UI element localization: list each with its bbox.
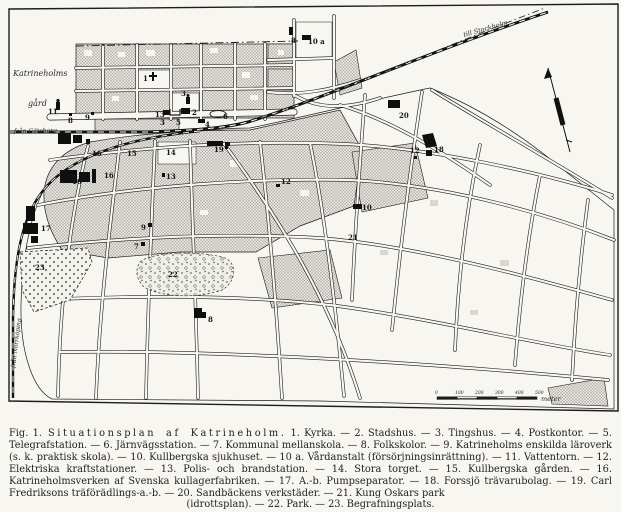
legend-text: 1. Kyrka. — 2. Stadshus. — 3. Tingshus. — 4. Postkontor. — 5. Telegrafstation. — 6. Järnvägsstation. — 7. Kommunal mellanskola. — 8. Folkskolor. — 9. Katrineholms enskilda läroverk (s. k. praktisk skola). — 10. Kullbergska sjukhuset. — 10 a. Vårdanstalt (försörjningsinrättning). — 11. Vattentorn. — 12. Elektriska kraftstationer. — 13. Polis- och brandstation. — 14. Stora torget. — 15. Kullbergska gården. — 16. Katrineholmsverken af Svenska kullagerfabriken. — 17. A.-b. Pumpseparator. — 18. Forssjö trävarubolag. — 19. Carl Fredriksons träförädlings-a.-b. — 20. Sandbäckens verkstäder. — 21. Kung Oskars park <box>9 428 612 499</box>
map-number-label: 21 <box>348 233 358 242</box>
map-number-label: 2 <box>192 108 197 117</box>
figure-caption <box>9 428 612 511</box>
map-number-label: 14 <box>166 148 176 157</box>
map-number-label: 10 <box>362 203 372 212</box>
map-number-label: 16 <box>104 171 114 180</box>
map-number-label: 3 <box>181 89 186 98</box>
map-annotation: gård <box>28 99 47 108</box>
map-number-label: 8 <box>291 36 296 45</box>
folkskola-north-building <box>289 27 293 35</box>
scale-tick-label: 400 <box>515 391 524 396</box>
legend-last-line: (idrottsplan). — 22. Park. — 23. Begrafningsplats. <box>186 499 435 511</box>
map-number-label: 20 <box>399 111 409 120</box>
map-annotation: Katrineholms <box>13 69 68 78</box>
scale-unit-label: meter <box>541 395 561 403</box>
scale-tick-label: 0 <box>435 391 438 396</box>
map-number-label: 15 <box>127 149 137 158</box>
map-annotation: från Norrköping <box>10 318 24 369</box>
map-number-label: 23 <box>35 263 45 272</box>
map-number-label: 9 <box>141 223 146 232</box>
kullbergska-hospital-building <box>353 204 362 209</box>
map-number-label: 5 <box>176 118 181 127</box>
map-number-label: 18 <box>434 145 444 154</box>
scale-tick-label: 200 <box>475 391 484 396</box>
map-number-label: 10 a <box>308 37 325 46</box>
map-number-label: 12 <box>281 177 291 186</box>
map-number-label: 13 <box>155 110 165 119</box>
scale-bar-segment <box>477 397 497 400</box>
map-number-label: 9 <box>85 113 90 122</box>
map-number-label: 4 <box>205 120 210 129</box>
map-number-label: 8 <box>208 315 213 324</box>
scale-tick-label: 300 <box>495 391 504 396</box>
map-number-label: 16 <box>92 149 102 158</box>
map-number-label: 3 <box>160 118 165 127</box>
stadshus-building <box>181 108 190 114</box>
scale-tick-label: 100 <box>455 391 464 396</box>
figure-number: Fig. 1. <box>9 428 42 439</box>
map-number-label: 16 <box>72 177 82 186</box>
figure-title: Situationsplan af Katrineholm. <box>47 428 287 439</box>
map-number-label: 13 <box>166 172 176 181</box>
map-annotation: till Stockholm <box>462 18 509 39</box>
map-number-label: 22 <box>168 270 178 279</box>
tingshus-tower-icon <box>186 94 190 104</box>
sandbacken-works <box>388 100 400 108</box>
map-number-label: 8 <box>68 116 73 125</box>
north-arrow-icon <box>544 68 572 152</box>
map-number-label: 17 <box>41 224 51 233</box>
scale-bar-segment <box>517 397 537 400</box>
map-annotation: från Göteborg <box>13 127 57 135</box>
scale-tick-label: 500 <box>535 391 544 396</box>
park-area <box>137 253 234 296</box>
map-number-label: 12 <box>410 146 420 155</box>
map-number-label: 7 <box>134 242 139 251</box>
map-number-label: 6 <box>223 112 228 121</box>
map-number-label: 1 <box>143 74 148 83</box>
map-number-label: 11 <box>48 107 58 116</box>
scale-bar-segment <box>437 397 457 400</box>
map-number-label: 19 <box>214 145 224 154</box>
